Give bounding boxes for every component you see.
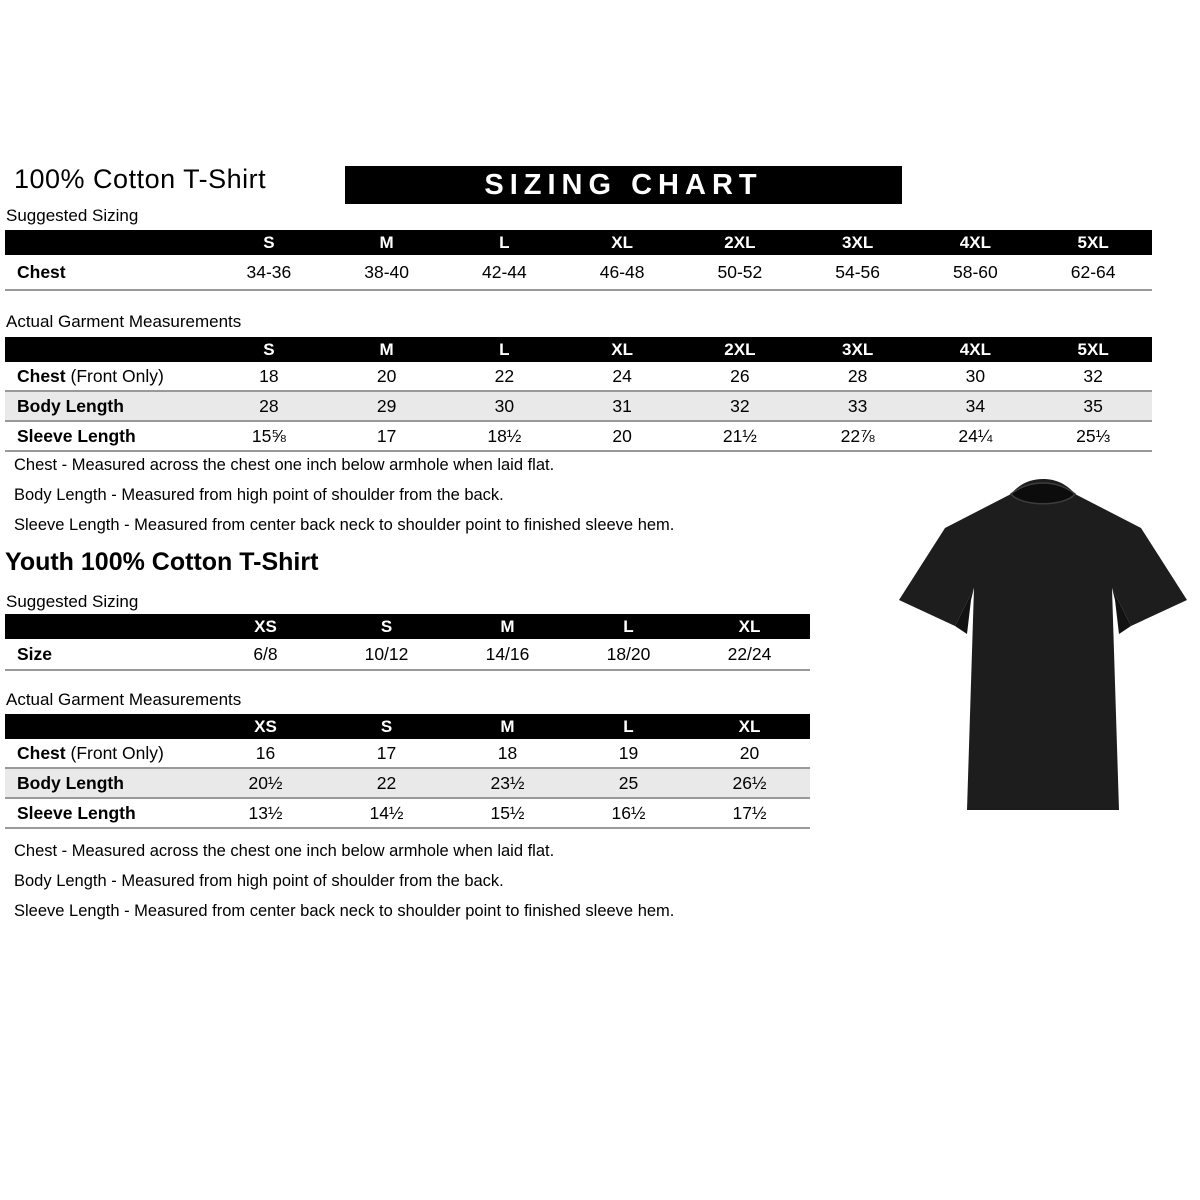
cell: 22⅞ — [840, 425, 875, 446]
column-header: 2XL — [724, 339, 756, 359]
note: Body Length - Measured from high point of shoulder from the back. — [14, 872, 504, 890]
column-header: S — [263, 232, 275, 252]
cell: 34-36 — [246, 261, 292, 282]
table-row — [5, 422, 1152, 452]
cell: 32 — [1083, 365, 1103, 386]
adult-actual-table — [5, 337, 1152, 452]
column-header: S — [380, 716, 393, 736]
note: Chest - Measured across the chest one inch below armhole when laid flat. — [14, 456, 555, 474]
column-header: M — [379, 232, 394, 252]
cell: 35 — [1083, 395, 1103, 416]
sizing-chart-banner: SIZING CHART — [345, 166, 902, 204]
column-header: XL — [738, 716, 761, 736]
cell: 18 — [259, 365, 279, 386]
column-header: XS — [254, 616, 277, 636]
row-label: Size — [17, 643, 53, 664]
cell: 22/24 — [727, 643, 772, 664]
column-header: XS — [254, 716, 277, 736]
cell: 18/20 — [606, 643, 651, 664]
note: Sleeve Length - Measured from center back neck to shoulder point to finished sleeve hem. — [14, 516, 675, 534]
youth-notes — [14, 842, 674, 932]
column-header: L — [499, 232, 510, 252]
youth-actual-measurements-label: Actual Garment Measurements — [6, 690, 242, 709]
cell: 25 — [618, 772, 639, 793]
column-header: 3XL — [842, 339, 874, 359]
cell: 38-40 — [364, 261, 409, 282]
cell: 19 — [618, 742, 639, 763]
table-row — [5, 799, 810, 829]
column-header: XL — [611, 232, 633, 252]
cell: 14/16 — [485, 643, 530, 664]
adult-suggested-table — [5, 230, 1152, 291]
column-header: M — [500, 716, 515, 736]
adult-actual-measurements-label: Actual Garment Measurements — [6, 312, 242, 331]
cell: 16 — [255, 742, 276, 763]
column-header: 2XL — [724, 232, 756, 252]
cell: 24 — [612, 365, 632, 386]
column-header: S — [263, 339, 275, 359]
cell: 20 — [612, 425, 632, 446]
column-header: XL — [738, 616, 761, 636]
cell: 24¼ — [958, 425, 993, 446]
row-label: Sleeve Length — [17, 802, 136, 823]
column-header: 5XL — [1077, 339, 1109, 359]
cell: 15⅝ — [251, 425, 286, 446]
youth-suggested-sizing-label: Suggested Sizing — [6, 592, 139, 611]
cell: 18½ — [487, 425, 522, 446]
table-row — [5, 769, 810, 799]
column-header: 3XL — [842, 232, 874, 252]
cell: 13½ — [248, 802, 283, 823]
cell: 26½ — [732, 772, 767, 793]
adult-suggested-sizing-label: Suggested Sizing — [6, 206, 139, 225]
table-row — [5, 362, 1152, 392]
note: Chest - Measured across the chest one inch below armhole when laid flat. — [14, 842, 555, 860]
youth-title: Youth 100% Cotton T-Shirt — [5, 548, 319, 576]
row-label: Sleeve Length — [17, 425, 136, 446]
cell: 58-60 — [952, 261, 998, 282]
row-label: Body Length — [17, 772, 124, 793]
note: Sleeve Length - Measured from center back neck to shoulder point to finished sleeve hem. — [14, 902, 675, 920]
cell: 62-64 — [1070, 261, 1116, 282]
cell: 18 — [497, 742, 518, 763]
cell: 10/12 — [364, 643, 409, 664]
column-header: 4XL — [959, 339, 991, 359]
cell: 20 — [376, 365, 397, 386]
adult-notes — [14, 456, 674, 546]
cell: 20 — [739, 742, 760, 763]
column-header: XL — [611, 339, 633, 359]
cell: 16½ — [611, 802, 646, 823]
table-row — [5, 739, 810, 769]
column-header: L — [499, 339, 510, 359]
cell: 28 — [847, 365, 868, 386]
cell: 31 — [612, 395, 632, 416]
cell: 46-48 — [599, 261, 645, 282]
cell: 14½ — [369, 802, 404, 823]
cell: 22 — [376, 772, 397, 793]
cell: 23½ — [490, 772, 525, 793]
youth-actual-table — [5, 714, 810, 829]
row-label: Chest (Front Only) — [17, 365, 164, 386]
column-header: S — [380, 616, 393, 636]
row-label: Chest — [17, 261, 66, 282]
cell: 34 — [965, 395, 986, 416]
row-label: Chest (Front Only) — [17, 742, 164, 763]
column-header: 4XL — [959, 232, 991, 252]
column-header: 5XL — [1077, 232, 1109, 252]
column-header: L — [623, 616, 634, 636]
cell: 26 — [730, 365, 750, 386]
cell: 6/8 — [253, 643, 278, 664]
column-header: L — [623, 716, 634, 736]
cell: 17 — [376, 425, 397, 446]
cell: 54-56 — [835, 261, 880, 282]
cell: 33 — [847, 395, 868, 416]
cell: 28 — [259, 395, 279, 416]
table-row — [5, 639, 810, 671]
note: Body Length - Measured from high point of shoulder from the back. — [14, 486, 504, 504]
cell: 17½ — [732, 802, 767, 823]
cell: 25⅓ — [1076, 425, 1111, 446]
adult-title: 100% Cotton T-Shirt — [14, 164, 267, 194]
table-header-row — [5, 337, 1152, 362]
cell: 21½ — [722, 425, 757, 446]
table-row — [5, 255, 1152, 291]
cell: 32 — [730, 395, 750, 416]
table-header-row — [5, 230, 1152, 255]
tshirt-image — [893, 474, 1193, 819]
cell: 15½ — [490, 802, 525, 823]
cell: 50-52 — [717, 261, 763, 282]
cell: 17 — [376, 742, 397, 763]
column-header: M — [379, 339, 394, 359]
cell: 30 — [965, 365, 986, 386]
cell: 22 — [494, 365, 515, 386]
cell: 20½ — [248, 772, 283, 793]
cell: 42-44 — [481, 261, 527, 282]
table-row — [5, 392, 1152, 422]
youth-suggested-table — [5, 614, 810, 671]
row-label: Body Length — [17, 395, 124, 416]
cell: 30 — [494, 395, 515, 416]
table-header-row — [5, 614, 810, 639]
cell: 29 — [376, 395, 397, 416]
table-header-row — [5, 714, 810, 739]
column-header: M — [500, 616, 515, 636]
